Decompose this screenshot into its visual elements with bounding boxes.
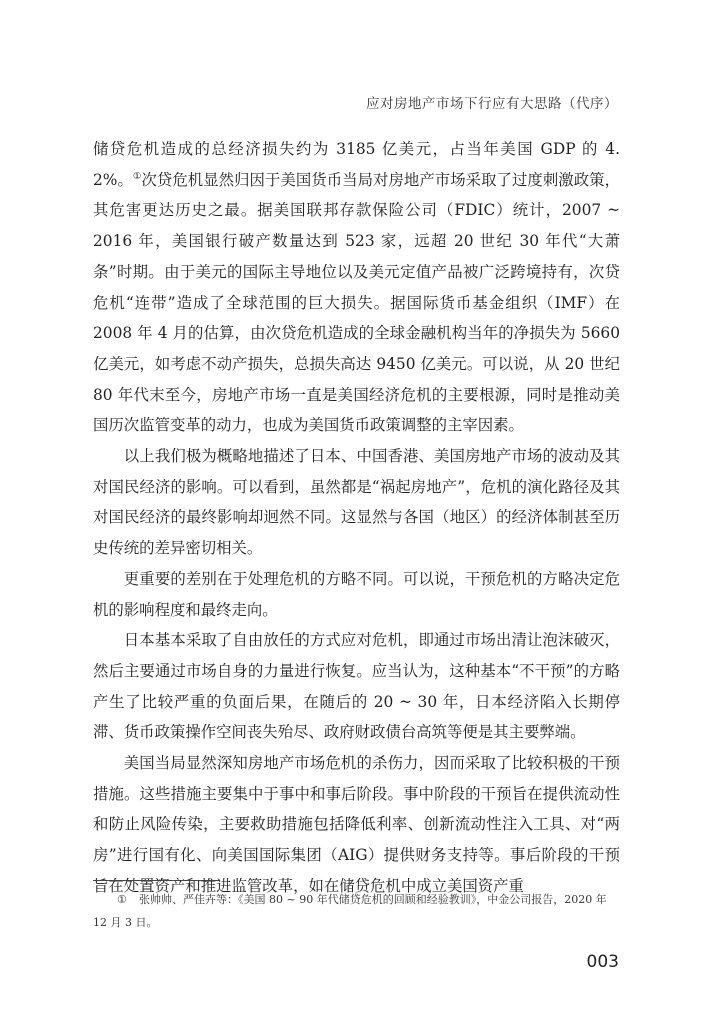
page-number: 003 (586, 952, 619, 972)
paragraph-2: 以上我们极为概略地描述了日本、中国香港、美国房地产市场的波动及其对国民经济的影响。可以看到，虽然都是“祸起房地产”，危机的演化路径及其对国民经济的最终影响却迥然不同。这显然与各国（地区）的经济体制甚至历史传统的差异密切相关。 (93, 447, 620, 558)
paragraph-5: 美国当局显然深知房地产市场危机的杀伤力，因而采取了比较积极的干预措施。这些措施主要集中于事中和事后阶段。事中阶段的干预旨在提供流动性和防止风险传染，主要救助措施包括降低利率、创新流动性注入工具、对“两房”进行国有化、向美国国际集团（AIG）提供财务支持等。事后阶段的干预旨在处置资产和推进监管改革，如在储贷危机中成立美国资产重 (93, 754, 620, 895)
paragraph-1 (93, 134, 620, 441)
paragraph-3: 更重要的差别在于处理危机的方略不同。可以说，干预危机的方略决定危机的影响程度和最终走向。 (93, 569, 620, 619)
footnote (93, 888, 620, 934)
paragraph-1-text: 储贷危机造成的总经济损失约为 3185 亿美元，占当年美国 GDP 的 4. 2%。 (93, 140, 620, 189)
body-text (93, 134, 620, 902)
footnote-text: 张帅帅、严佳卉等：《美国 80 ~ 90 年代储贷危机的回顾和经验教训》，中金公司报告，2020 年 12 月 3 日。 (93, 893, 607, 929)
paragraph-4: 日本基本采取了自由放任的方式应对危机，即通过市场出清让泡沫破灭，然后主要通过市场自身的力量进行恢复。应当认为，这种基本“不干预”的方略产生了比较严重的负面后果，在随后的 20 ~ 30 年，日本经济陷入长期停滞、货币政策操作空间丧失殆尽、政府财政债台高筑等便是其主要弊端。 (93, 631, 620, 742)
paragraph-1-continued: 次贷危机显然归因于美国货币当局对房地产市场采取了过度刺激政策，其危害更达历史之最。据美国联邦存款保险公司（FDIC）统计，2007 ~ 2016 年，美国银行破产数量达到 523 家，远超 20 世纪 30 年代“大萧条”时期。由于美元的国际主导地位以及美元定值产品被广泛跨境持有，次贷危机“连带”造成了全球范围的巨大损失。据国际货币基金组织（IMF）在 2008 年 4 月的估算，由次贷危机造成的全球金融机构当年的净损失为 5660 亿美元，如考虑不动产损失，总损失高达 9450 亿美元。可以说，从 20 世纪 80 年代末至今，房地产市场一直是美国经济危机的主要根源，同时是推动美国历次监管变革的动力，也成为美国货币政策调整的主宰因素。 (93, 170, 620, 435)
footnote-mark: ① (117, 893, 127, 906)
running-header: 应对房地产市场下行应有大思路（代序） (366, 96, 618, 112)
footnote-reference[interactable]: ① (132, 170, 142, 182)
footnote-divider (93, 880, 219, 881)
